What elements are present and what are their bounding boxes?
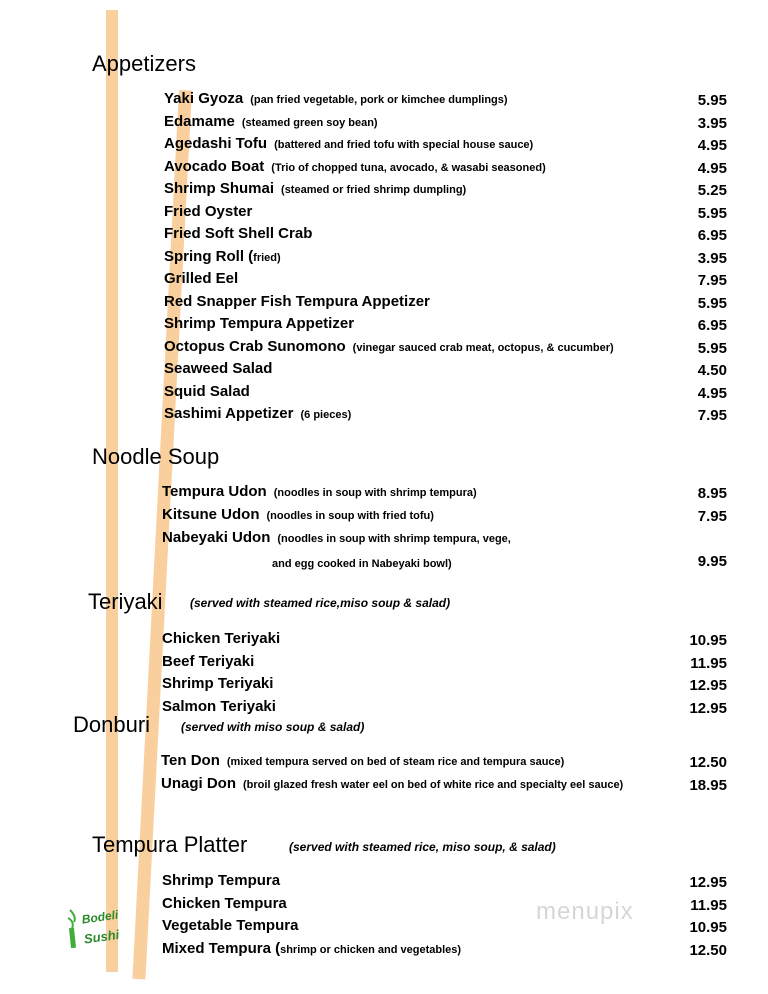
section-title-noodle-soup: Noodle Soup <box>92 444 220 469</box>
item-description: (vinegar sauced crab meat, octopus, & cucumber) <box>352 342 614 354</box>
item-price: 12.95 <box>689 700 727 717</box>
menu-item <box>162 675 273 697</box>
item-price: 6.95 <box>697 227 727 244</box>
watermark: menupix <box>536 898 634 925</box>
item-price: 4.95 <box>697 137 727 154</box>
item-price: 12.95 <box>689 874 727 891</box>
section-title-tempura-platter: Tempura Platter <box>92 832 248 857</box>
section-note-teriyaki: (served with steamed rice,miso soup & salad) <box>190 596 451 610</box>
item-price: 4.95 <box>697 385 727 402</box>
item-price: 4.50 <box>697 362 727 379</box>
logo-line2: Sushi <box>83 926 121 947</box>
item-name: Edamame <box>164 113 235 130</box>
item-name: Salmon Teriyaki <box>162 698 276 715</box>
logo-line1: Bodeli <box>80 907 120 927</box>
menu-item <box>164 113 378 135</box>
menu-item <box>162 630 280 652</box>
menu-item <box>164 158 546 180</box>
item-description: (steamed green soy bean) <box>241 117 378 129</box>
item-name: Vegetable Tempura <box>162 917 299 934</box>
item-name: Beef Teriyaki <box>162 653 255 670</box>
item-name: Octopus Crab Sunomono <box>164 338 346 355</box>
item-name: Ten Don <box>161 752 220 769</box>
item-description: (steamed or fried shrimp dumpling) <box>281 184 467 196</box>
menu-item <box>161 752 564 774</box>
item-price: 3.95 <box>697 250 727 267</box>
item-name: Tempura Udon <box>162 483 267 500</box>
item-price: 7.95 <box>697 272 727 289</box>
menu-item <box>162 872 287 894</box>
menu-item <box>162 483 477 505</box>
item-description-continued: and egg cooked in Nabeyaki bowl) <box>272 558 452 570</box>
item-name: Fried Oyster <box>164 203 253 220</box>
item-price: 3.95 <box>697 115 727 132</box>
decorative-vertical-bar <box>106 10 118 972</box>
item-name: Shrimp Teriyaki <box>162 675 274 692</box>
item-price: 8.95 <box>697 485 727 502</box>
item-price: 5.25 <box>697 182 727 199</box>
item-name: Seaweed Salad <box>164 360 273 377</box>
item-name: Unagi Don <box>161 775 236 792</box>
menu-item <box>162 940 461 962</box>
item-price: 5.95 <box>697 340 727 357</box>
item-description: (battered and fried tofu with special house sauce) <box>274 139 534 151</box>
item-description: (broil glazed fresh water eel on bed of white rice and specialty eel sauce) <box>243 779 624 791</box>
item-name: Grilled Eel <box>164 270 239 287</box>
item-name: Red Snapper Fish Tempura Appetizer <box>164 293 430 310</box>
item-name: Sashimi Appetizer <box>164 405 294 422</box>
menu-item <box>162 506 434 528</box>
section-title-appetizers: Appetizers <box>92 51 196 76</box>
item-price: 12.50 <box>689 942 727 959</box>
item-price: 12.50 <box>689 754 727 771</box>
section-note-tempura-platter: (served with steamed rice, miso soup, & salad) <box>289 840 556 854</box>
menu-item <box>162 895 294 917</box>
item-price: 11.95 <box>690 897 727 914</box>
menu-item <box>164 248 281 270</box>
sushi-logo-icon <box>64 906 124 952</box>
logo <box>64 906 124 952</box>
item-price: 11.95 <box>690 655 727 672</box>
item-name: Chicken Tempura <box>162 895 287 912</box>
item-description: (pan fried vegetable, pork or kimchee dumplings) <box>250 94 508 106</box>
item-price: 5.95 <box>697 205 727 222</box>
item-name: Avocado Boat <box>164 158 265 175</box>
item-name: Agedashi Tofu <box>164 135 268 152</box>
menu-item <box>164 405 351 427</box>
item-name: Fried Soft Shell Crab <box>164 225 313 242</box>
item-price: 5.95 <box>697 295 727 312</box>
menu-item <box>164 315 361 337</box>
item-name: Chicken Teriyaki <box>162 630 281 647</box>
item-description: (mixed tempura served on bed of steam rice and tempura sauce) <box>226 756 565 768</box>
item-name: Shrimp Tempura Appetizer <box>164 315 355 332</box>
menu-item <box>164 360 279 382</box>
section-note-donburi: (served with miso soup & salad) <box>181 720 365 734</box>
section-title-teriyaki: Teriyaki <box>88 589 163 614</box>
menu-item <box>164 203 259 225</box>
menu-item <box>162 529 511 551</box>
item-price: 10.95 <box>689 919 727 936</box>
item-name: Shrimp Shumai <box>164 180 275 197</box>
menu-item <box>164 180 466 202</box>
item-price: 7.95 <box>697 407 727 424</box>
menu-item <box>162 653 254 675</box>
item-name: Shrimp Tempura <box>162 872 281 889</box>
menu-item <box>164 135 533 157</box>
item-price: 10.95 <box>689 632 727 649</box>
menu-item <box>164 338 614 360</box>
item-price: 18.95 <box>689 777 727 794</box>
item-price: 7.95 <box>697 508 727 525</box>
menu-item <box>161 775 623 797</box>
menu-item <box>164 270 245 292</box>
item-price: 12.95 <box>689 677 727 694</box>
menu-item <box>164 293 437 315</box>
menu-item <box>164 383 257 405</box>
item-price: 6.95 <box>697 317 727 334</box>
item-description: (noodles in soup with fried tofu) <box>266 510 434 522</box>
item-price: 5.95 <box>697 92 727 109</box>
item-description: (6 pieces) <box>300 409 352 421</box>
menu-item <box>162 698 276 720</box>
menu-item <box>164 90 508 112</box>
item-name: Kitsune Udon <box>162 506 260 523</box>
menu-item <box>164 225 319 247</box>
item-description: (noodles in soup with shrimp tempura) <box>273 487 477 499</box>
item-description: fried) <box>253 252 281 264</box>
item-name: Spring Roll ( <box>164 248 254 265</box>
item-price: 4.95 <box>697 160 727 177</box>
item-description: (Trio of chopped tuna, avocado, & wasabi seasoned) <box>271 162 546 174</box>
item-price: 9.95 <box>697 553 727 570</box>
item-name: Mixed Tempura ( <box>162 940 281 957</box>
item-name: Yaki Gyoza <box>164 90 244 107</box>
section-title-donburi: Donburi <box>73 712 151 737</box>
item-description: (noodles in soup with shrimp tempura, vege, <box>277 533 511 545</box>
item-description: shrimp or chicken and vegetables) <box>280 944 462 956</box>
menu-item <box>162 917 305 939</box>
item-name: Nabeyaki Udon <box>162 529 271 546</box>
item-name: Squid Salad <box>164 383 250 400</box>
